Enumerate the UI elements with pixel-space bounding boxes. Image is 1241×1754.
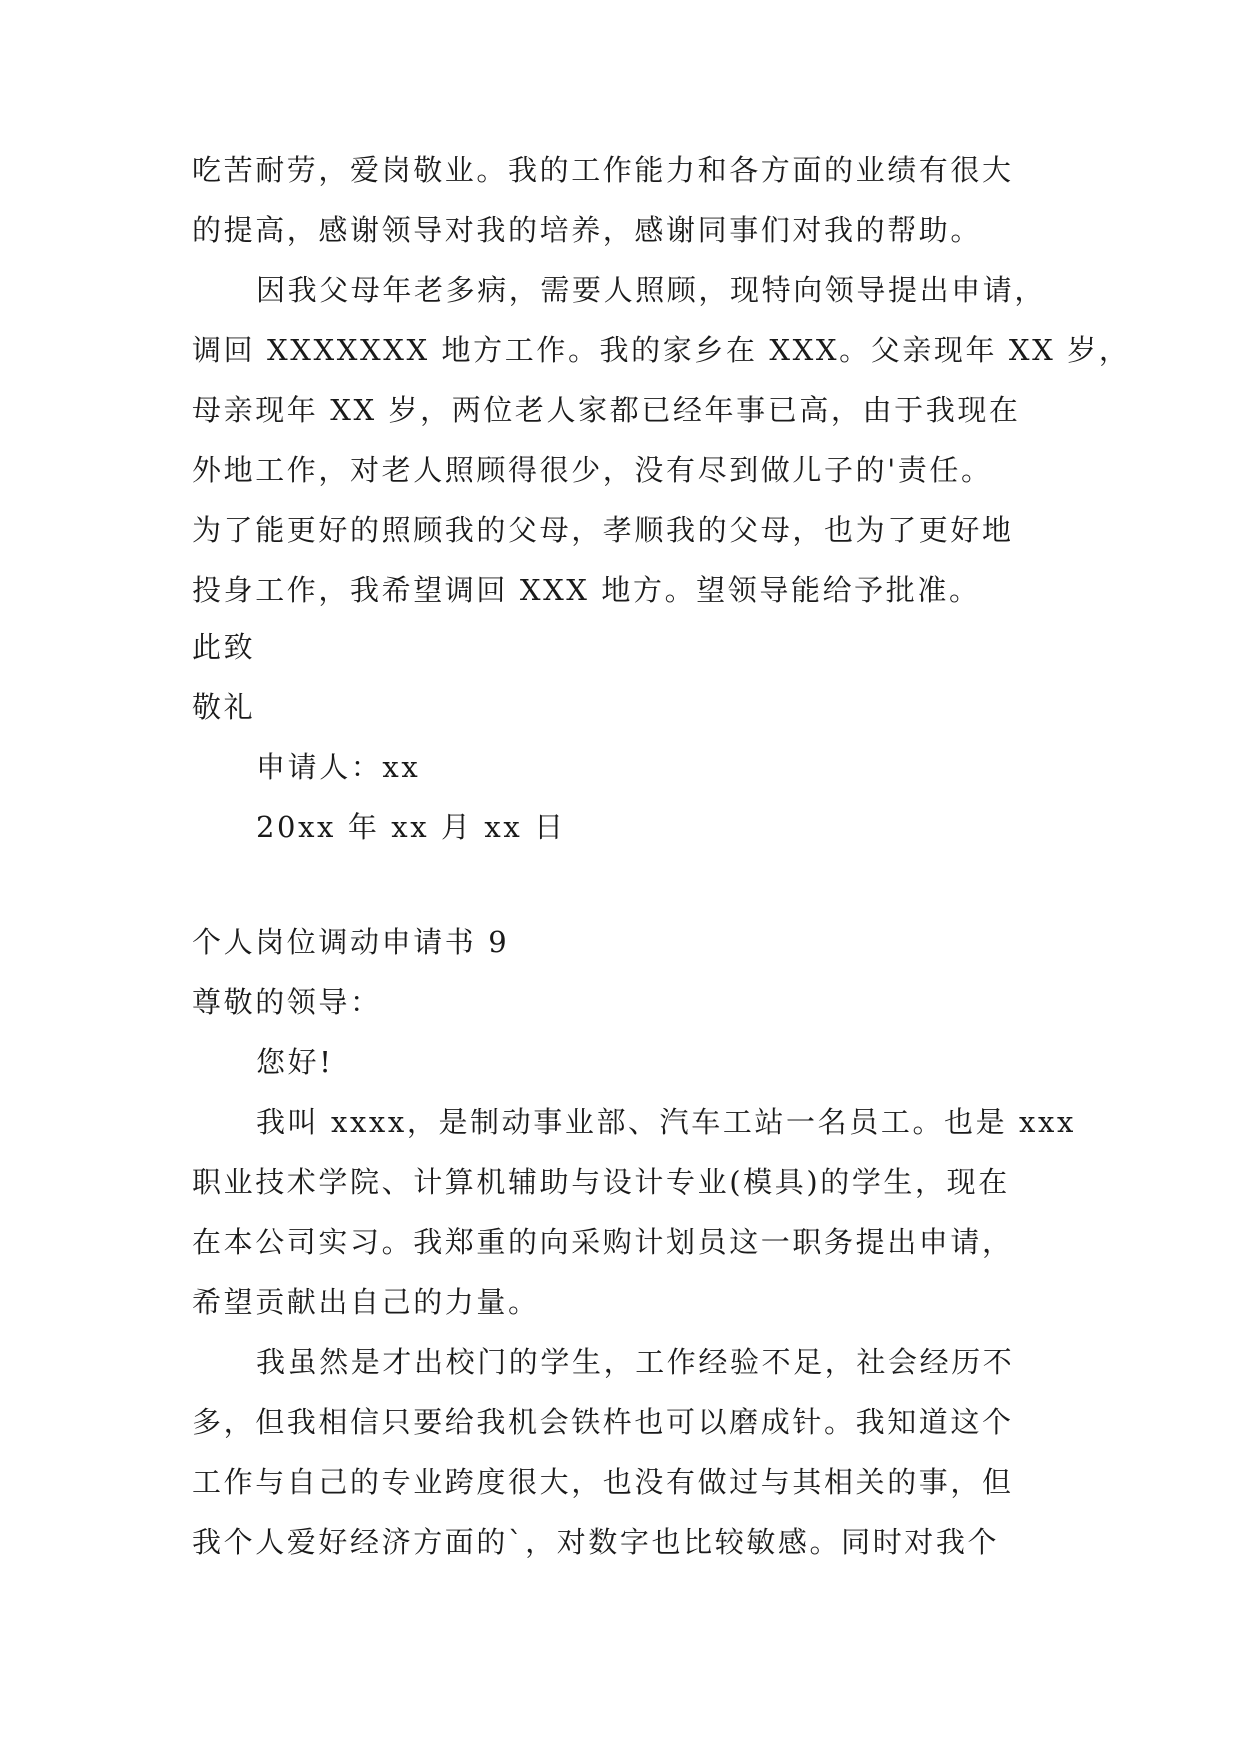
- closing-line-2: 敬礼: [192, 690, 256, 724]
- paragraph-3-line-4: 希望贡献出自己的力量。: [192, 1285, 540, 1319]
- greeting: 您好!: [256, 1045, 334, 1079]
- paragraph-3-line-2: 职业技术学院、计算机辅助与设计专业(模具)的学生，现在: [192, 1165, 1010, 1199]
- paragraph-4-line-1: 我虽然是才出校门的学生，工作经验不足，社会经历不: [256, 1345, 1015, 1379]
- paragraph-3-line-3: 在本公司实习。我郑重的向采购计划员这一职务提出申请，: [192, 1225, 1014, 1259]
- paragraph-2-line-6: 投身工作，我希望调回 XXX 地方。望领导能给予批准。: [192, 573, 981, 607]
- paragraph-4-line-2: 多，但我相信只要给我机会铁杵也可以磨成针。我知道这个: [192, 1405, 1014, 1439]
- paragraph-2-line-2: 调回 XXXXXXX 地方工作。我的家乡在 XXX。父亲现年 XX 岁，: [192, 333, 1131, 367]
- paragraph-3-line-1: 我叫 xxxx，是制动事业部、汽车工站一名员工。也是 xxx: [256, 1105, 1076, 1139]
- signature-date: 20xx 年 xx 月 xx 日: [256, 810, 566, 844]
- paragraph-1-line-1: 吃苦耐劳，爱岗敬业。我的工作能力和各方面的业绩有很大: [192, 153, 1014, 187]
- paragraph-4-line-3: 工作与自己的专业跨度很大，也没有做过与其相关的事，但: [192, 1465, 1014, 1499]
- salutation: 尊敬的领导：: [192, 985, 382, 1019]
- paragraph-2-line-3: 母亲现年 XX 岁，两位老人家都已经年事已高，由于我现在: [192, 393, 1021, 427]
- closing-line-1: 此致: [192, 630, 256, 664]
- paragraph-2-line-4: 外地工作，对老人照顾得很少，没有尽到做儿子的'责任。: [192, 453, 993, 487]
- paragraph-1-line-2: 的提高，感谢领导对我的培养，感谢同事们对我的帮助。: [192, 213, 983, 247]
- paragraph-2-line-1: 因我父母年老多病，需要人照顾，现特向领导提出申请，: [256, 273, 1047, 307]
- paragraph-4-line-4: 我个人爱好经济方面的`，对数字也比较敏感。同时对我个: [192, 1525, 1000, 1559]
- section-title: 个人岗位调动申请书 9: [192, 925, 510, 959]
- paragraph-2-line-5: 为了能更好的照顾我的父母，孝顺我的父母，也为了更好地: [192, 513, 1014, 547]
- signature-applicant: 申请人：xx: [256, 750, 421, 784]
